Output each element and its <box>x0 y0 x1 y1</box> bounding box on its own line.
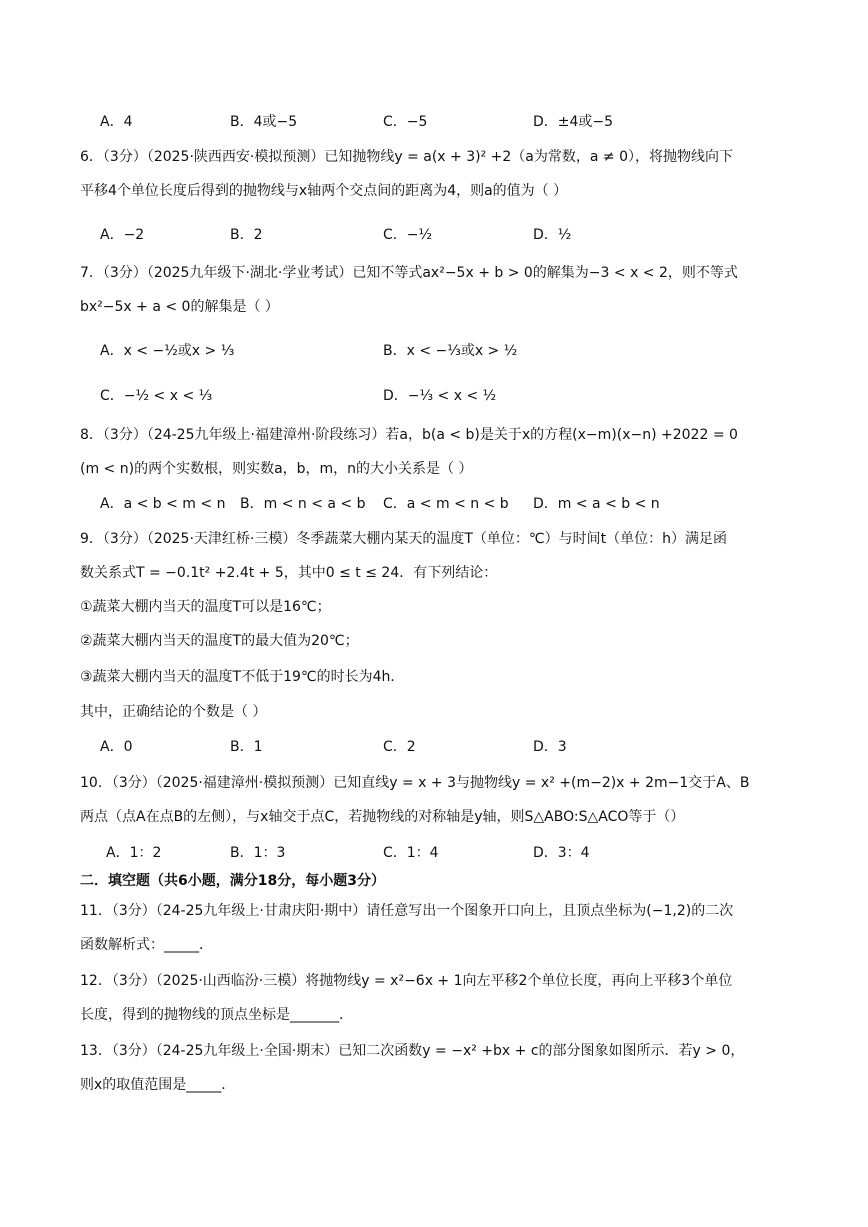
q10-option-d: D．3：4 <box>533 845 590 861</box>
q9-option-a: A．0 <box>100 739 133 755</box>
q6-stem-line2: 平移4个单位长度后得到的抛物线与x轴两个交点间的距离为4，则a的值为（ ） <box>80 183 568 199</box>
q7-option-d: D．−⅓ < x < ½ <box>383 388 497 404</box>
q6-option-d: D．½ <box>533 227 572 243</box>
q12-stem-line2: 长度，得到的抛物线的顶点坐标是_______． <box>80 1007 353 1023</box>
q8-option-c: C．a < m < n < b <box>383 496 509 512</box>
q5-option-a: A．4 <box>100 114 133 130</box>
q8-stem-line1: 8．（3分）（24-25九年级上·福建漳州·阶段练习）若a，b(a < b)是关于x的方程(x−m)(x−n) +2022 = 0 <box>80 427 738 443</box>
q6-option-c: C．−½ <box>383 227 433 243</box>
q10-option-a: A．1：2 <box>106 845 162 861</box>
q10-stem-line1: 10．（3分）（2025·福建漳州·模拟预测）已知直线y = x + 3与抛物线y = x² +(m−2)x + 2m−1交于A、B <box>80 775 750 791</box>
q6-stem-line1: 6．（3分）（2025·陕西西安·模拟预测）已知抛物线y = a(x + 3)² +2（a为常数，a ≠ 0），将抛物线向下 <box>80 149 733 165</box>
q9-option-b: B．1 <box>230 739 263 755</box>
q9-option-c: C．2 <box>383 739 416 755</box>
q10-option-b: B．1：3 <box>230 845 286 861</box>
q8-option-d: D．m < a < b < n <box>533 496 660 512</box>
q11-stem-line2: 函数解析式：_____． <box>80 937 213 953</box>
q13-stem-line1: 13．（3分）（24-25九年级上·全国·期末）已知二次函数y = −x² +bx + c的部分图象如图所示．若y > 0， <box>80 1043 745 1059</box>
q8-option-b: B．m < n < a < b <box>240 496 366 512</box>
q9-stem-line2: 数关系式T = −0.1t² +2.4t + 5，其中0 ≤ t ≤ 24．有下列结论： <box>80 565 498 581</box>
q8-option-a: A．a < b < m < n <box>100 496 226 512</box>
section-title-fill-in: 二．填空题（共6小题，满分18分，每小题3分） <box>80 873 385 889</box>
q9-option-d: D．3 <box>533 739 567 755</box>
q5-option-c: C．−5 <box>383 114 428 130</box>
q12-stem-line1: 12．（3分）（2025·山西临汾·三模）将抛物线y = x²−6x + 1向左平移2个单位长度，再向上平移3个单位 <box>80 973 733 989</box>
q7-stem-line1: 7．（3分）（2025九年级下·湖北·学业考试）已知不等式ax²−5x + b > 0的解集为−3 < x < 2，则不等式 <box>80 265 738 281</box>
q6-option-b: B．2 <box>230 227 263 243</box>
q7-option-c: C．−½ < x < ⅓ <box>100 388 213 404</box>
q7-stem-line2: bx²−5x + a < 0的解集是（ ） <box>80 299 279 315</box>
q9-statement-2: ②蔬菜大棚内当天的温度T的最大值为20℃； <box>80 633 359 649</box>
q10-stem-line2: 两点（点A在点B的左侧），与x轴交于点C，若抛物线的对称轴是y轴，则S△ABO:S△ACO等于（） <box>80 809 685 825</box>
q8-stem-line2: (m < n)的两个实数根，则实数a，b，m，n的大小关系是（ ） <box>80 461 473 477</box>
q13-stem-line2: 则x的取值范围是_____． <box>80 1077 236 1093</box>
q9-statement-1: ①蔬菜大棚内当天的温度T可以是16℃； <box>80 599 331 615</box>
q11-stem-line1: 11．（3分）（24-25九年级上·甘肃庆阳·期中）请任意写出一个图象开口向上，且顶点坐标为(−1,2)的二次 <box>80 903 734 919</box>
q6-option-a: A．−2 <box>100 227 145 243</box>
q9-statement-3: ③蔬菜大棚内当天的温度T不低于19℃的时长为4h． <box>80 669 405 685</box>
q10-option-c: C．1：4 <box>383 845 439 861</box>
q5-option-b: B．4或−5 <box>230 114 298 130</box>
q9-stem-line1: 9．（3分）（2025·天津红桥·三模）冬季蔬菜大棚内某天的温度T（单位：℃）与时间t（单位：h）满足函 <box>80 531 727 547</box>
q7-option-b: B．x < −⅓或x > ½ <box>383 343 518 359</box>
q5-option-d: D．±4或−5 <box>533 114 614 130</box>
q7-option-a: A．x < −½或x > ⅓ <box>100 343 235 359</box>
q9-prompt: 其中，正确结论的个数是（ ） <box>80 704 267 720</box>
